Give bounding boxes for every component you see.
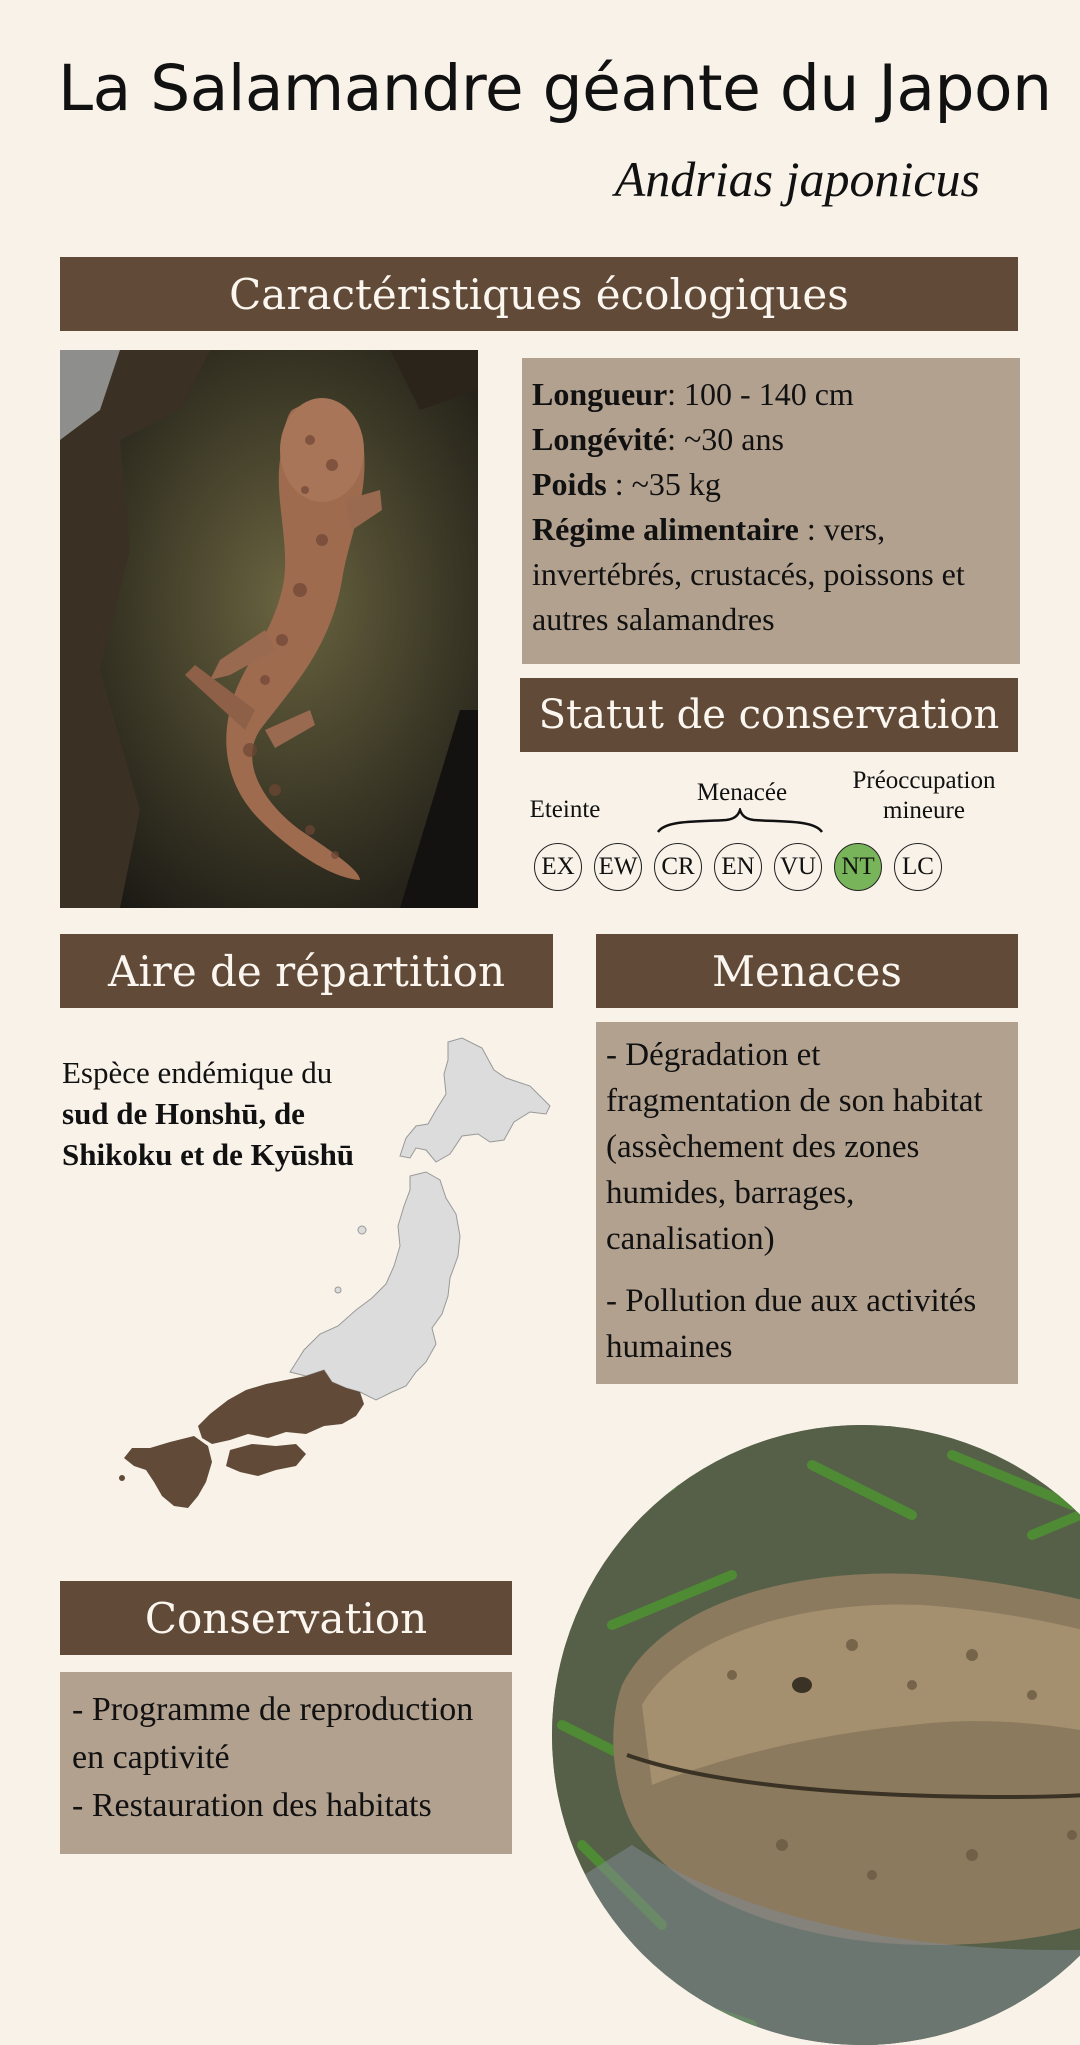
range-text-bold: sud de Honshū, de Shikoku et de Kyūshū — [62, 1096, 355, 1172]
conservation-heading: Conservation — [60, 1581, 512, 1655]
range-text-plain: Espèce endémique du — [62, 1055, 333, 1090]
threatened-brace-icon — [656, 808, 824, 836]
threats-heading: Menaces — [596, 934, 1018, 1008]
conservation-item: - Restauration des habitats — [72, 1787, 432, 1824]
conservation-item: - Programme de reproduction en captivité — [72, 1691, 474, 1776]
fact-weight: Poids : ~35 kg — [532, 466, 721, 502]
fact-diet: Régime alimentaire : vers, invertébrés, crustacés, poissons et autres salamandres — [532, 511, 965, 637]
salamander-top-view-image — [60, 350, 478, 908]
threats-box — [596, 1022, 1018, 1384]
threat-item: - Pollution due aux activités humaines — [606, 1283, 977, 1365]
salamander-head-photo — [552, 1425, 1080, 2045]
status-badge-vu: VU — [774, 843, 822, 891]
status-heading: Statut de conservation — [520, 678, 1018, 752]
status-badge-lc: LC — [894, 843, 942, 891]
fact-longevity: Longévité: ~30 ans — [532, 421, 784, 457]
status-badge-ew: EW — [594, 843, 642, 891]
label-threatened: Menacée — [696, 779, 788, 806]
ecology-heading: Caractéristiques écologiques — [60, 257, 1018, 331]
range-heading: Aire de répartition — [60, 934, 553, 1008]
conservation-box — [60, 1672, 512, 1854]
status-badge-nt: NT — [834, 843, 882, 891]
label-least-concern: Préoccupation mineure — [852, 767, 996, 824]
status-badge-en: EN — [714, 843, 762, 891]
threat-item: - Dégradation et fragmentation de son habitat (assèchement des zones humides, barrages, canalisation) — [606, 1037, 983, 1257]
scientific-name: Andrias japonicus — [614, 151, 980, 207]
status-scale — [534, 843, 942, 891]
salamander-photo — [60, 350, 478, 908]
japan-range-map — [110, 1030, 560, 1510]
status-badge-ex: EX — [534, 843, 582, 891]
label-extinct: Eteinte — [529, 796, 601, 823]
page-title: La Salamandre géante du Japon — [58, 52, 1052, 125]
status-badge-cr: CR — [654, 843, 702, 891]
salamander-head-image — [552, 1425, 1080, 2045]
fact-length: Longueur: 100 - 140 cm — [532, 376, 854, 412]
ecology-facts-box — [522, 358, 1020, 664]
